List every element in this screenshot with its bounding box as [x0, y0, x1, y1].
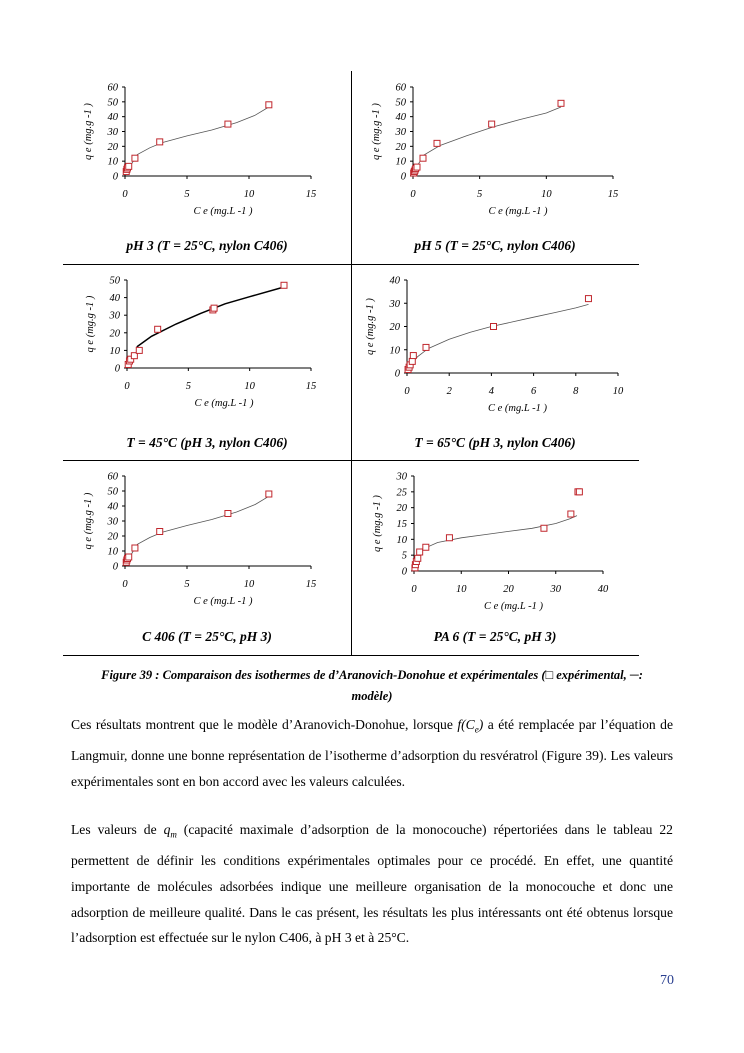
y-tick-label: 30 [396, 471, 407, 483]
x-tick-label: 10 [612, 386, 624, 397]
y-tick-label: 10 [107, 156, 118, 168]
y-tick-label: 10 [107, 546, 118, 558]
paragraph-1-end: a été remplacée par l’équation de Langmuir, donne une bonne représentation de l’isotherme d’adsorption du resvératrol (Figure 39). Les valeurs expérimentales sont en bon accord avec les valeurs calculées. [71, 717, 673, 789]
x-tick-label: 8 [573, 386, 579, 397]
figure-caption-line2: modèle) [351, 689, 393, 703]
function-close: ) [478, 717, 484, 732]
y-tick-label: 20 [396, 503, 407, 515]
data-point-marker [423, 544, 429, 550]
y-axis-label: q e (mg.g -1 ) [371, 103, 382, 160]
x-tick-label: 10 [244, 381, 255, 392]
y-axis-label: q e (mg.g -1 ) [83, 103, 94, 160]
y-tick-label: 20 [109, 328, 120, 340]
y-tick-label: 40 [395, 112, 406, 124]
data-point-marker [568, 511, 574, 517]
paragraph-2-start: Les valeurs de [71, 822, 164, 837]
figure-caption-line1: Figure 39 : Comparaison des isothermes de d’Aranovich-Donohue et expérimentales (□ expérimental, ─: [101, 668, 643, 682]
x-tick-label: 0 [404, 386, 410, 397]
y-tick-label: 20 [107, 531, 118, 543]
y-tick-label: 60 [107, 471, 118, 483]
y-tick-label: 40 [389, 275, 400, 287]
y-tick-label: 0 [112, 561, 118, 573]
x-tick-label: 10 [243, 579, 255, 590]
x-tick-label: 5 [184, 189, 190, 200]
y-tick-label: 30 [395, 127, 406, 138]
x-tick-label: 5 [477, 189, 483, 200]
y-tick-label: 15 [396, 519, 407, 530]
x-tick-label: 4 [488, 386, 495, 397]
x-axis-label: C e (mg.L -1 ) [193, 206, 253, 217]
function-symbol: f(C [457, 717, 475, 732]
qm-subscript: m [170, 829, 177, 840]
y-axis-label: q e (mg.g -1 ) [85, 295, 96, 353]
function-subscript: e [474, 724, 479, 735]
y-tick-label: 10 [389, 345, 400, 357]
y-tick-label: 20 [107, 141, 118, 153]
x-tick-label: 30 [550, 584, 561, 595]
figure-caption [70, 665, 674, 707]
y-tick-label: 30 [109, 310, 120, 322]
x-tick-label: 5 [184, 579, 190, 590]
x-tick-label: 15 [305, 579, 317, 590]
y-axis-label: q e (mg.g -1 ) [365, 298, 376, 355]
panel-caption-ph5: pH 5 (T = 25°C, nylon C406) [414, 238, 576, 253]
x-axis-label: C e (mg.L -1 ) [488, 206, 548, 217]
data-point-marker [576, 489, 582, 495]
y-tick-label: 0 [400, 171, 406, 183]
y-tick-label: 60 [395, 82, 406, 94]
x-tick-label: 0 [122, 579, 128, 590]
y-tick-label: 0 [394, 368, 400, 380]
paragraph-2-end: (capacité maximale d’adsorption de la monocouche) répertoriées dans le tableau 22 permettent de définir les conditions expérimentales optimales pour ce procédé. En effet, une quantité importante de molécules adsorbées indique une meilleure organisation de la monocouche et donc une adsorption de meilleure qualité. Dans le cas présent, les résultats les plus intéressants ont été obtenus lorsque l’adsorption est effectuée sur le nylon C406, à pH 3 et à 25°C. [71, 822, 673, 946]
y-tick-label: 10 [109, 345, 120, 357]
y-tick-label: 50 [109, 275, 120, 287]
x-axis-label: C e (mg.L -1 ) [487, 403, 548, 414]
model-line [416, 516, 577, 560]
panel-caption-ph3: pH 3 (T = 25°C, nylon C406) [126, 238, 288, 253]
y-tick-label: 40 [107, 112, 118, 124]
y-tick-label: 20 [389, 322, 400, 333]
x-tick-label: 10 [243, 189, 255, 200]
x-tick-label: 10 [541, 189, 552, 200]
y-tick-label: 0 [112, 171, 118, 183]
x-tick-label: 40 [597, 584, 609, 595]
y-axis-label: q e (mg.g -1 ) [372, 495, 383, 552]
x-tick-label: 0 [411, 584, 417, 595]
paragraph-1 [71, 712, 673, 795]
x-axis-label: C e (mg.L -1 ) [483, 601, 544, 612]
y-tick-label: 50 [395, 97, 406, 109]
y-tick-label: 30 [107, 516, 118, 528]
x-tick-label: 10 [456, 584, 467, 595]
x-axis-label: C e (mg.L -1 ) [193, 596, 253, 607]
y-tick-label: 20 [395, 141, 406, 153]
panel-caption-65c: T = 65°C (pH 3, nylon C406) [414, 435, 576, 450]
x-tick-label: 0 [122, 189, 128, 200]
y-tick-label: 30 [389, 298, 400, 310]
y-tick-label: 40 [109, 293, 120, 305]
y-tick-label: 50 [107, 486, 118, 498]
x-tick-label: 2 [446, 386, 452, 397]
page-number: 70 [660, 973, 674, 988]
panel-caption-pa6: PA 6 (T = 25°C, pH 3) [433, 629, 557, 644]
x-tick-label: 15 [607, 189, 619, 200]
y-tick-label: 10 [395, 156, 406, 168]
y-tick-label: 10 [396, 534, 407, 546]
y-tick-label: 50 [107, 97, 118, 109]
x-tick-label: 15 [305, 189, 317, 200]
data-point-marker [415, 555, 421, 561]
y-tick-label: 0 [401, 566, 407, 578]
data-point-marker [417, 549, 423, 555]
data-point-marker [446, 535, 452, 541]
y-tick-label: 0 [114, 363, 120, 375]
y-tick-label: 25 [396, 487, 407, 499]
y-tick-label: 5 [401, 550, 407, 562]
y-tick-label: 40 [107, 501, 118, 513]
paragraph-2 [71, 817, 673, 951]
x-tick-label: 0 [410, 189, 416, 200]
y-tick-label: 60 [107, 82, 118, 94]
x-tick-label: 0 [124, 381, 130, 392]
paragraph-1-start: Ces résultats montrent que le modèle d’Aranovich-Donohue, lorsque [71, 717, 458, 732]
x-axis-label: C e (mg.L -1 ) [194, 398, 254, 409]
qm-symbol: q [163, 822, 171, 837]
x-tick-label: 20 [503, 584, 514, 595]
y-tick-label: 30 [107, 127, 118, 138]
x-tick-label: 5 [185, 381, 191, 392]
y-axis-label: q e (mg.g -1 ) [83, 492, 94, 550]
x-tick-label: 6 [530, 386, 537, 397]
panel-caption-45c: T = 45°C (pH 3, nylon C406) [126, 435, 288, 450]
data-point-marker [541, 525, 547, 531]
x-tick-label: 15 [305, 381, 317, 392]
panel-caption-c406: C 406 (T = 25°C, pH 3) [142, 629, 272, 644]
